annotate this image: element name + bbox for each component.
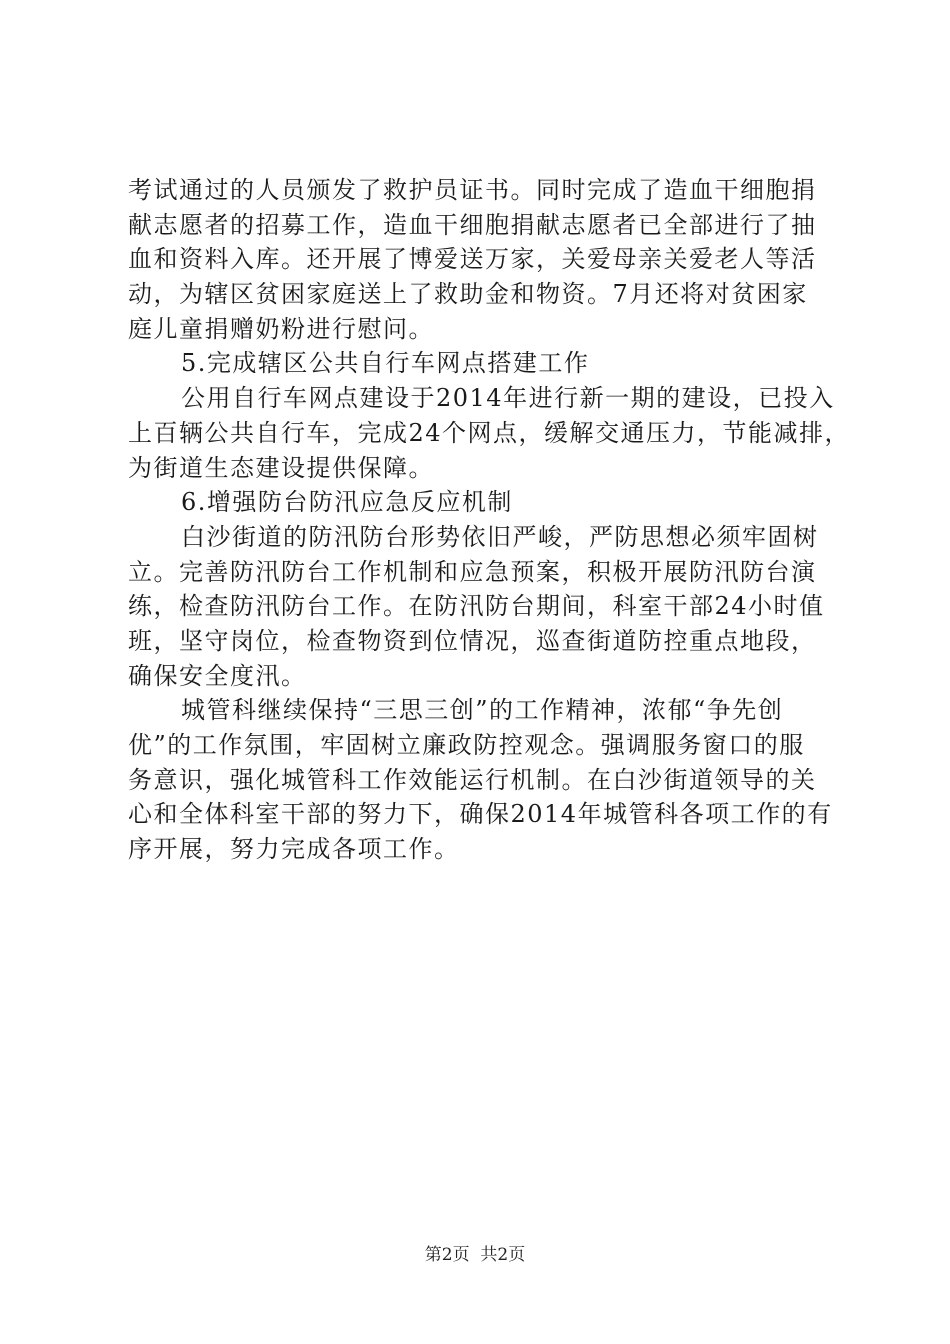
text-line: 献志愿者的招募工作，造血干细胞捐献志愿者已全部进行了抽 bbox=[128, 210, 817, 239]
page-total: 共2页 bbox=[480, 1245, 526, 1265]
text-line: 为街道生态建设提供保障。 bbox=[128, 453, 434, 482]
text-line: 白沙街道的防汛防台形势依旧严峻，严防思想必须牢固树 bbox=[181, 522, 819, 551]
text-line: 庭儿童捐赠奶粉进行慰问。 bbox=[128, 314, 434, 343]
text-line: 班，坚守岗位，检查物资到位情况，巡查街道防控重点地段， bbox=[128, 626, 817, 655]
text-line: 优”的工作氛围，牢固树立廉政防控观念。强调服务窗口的服 bbox=[128, 731, 805, 759]
section-heading-5: 5.完成辖区公共自行车网点搭建工作 bbox=[181, 349, 590, 378]
footer-spacer bbox=[470, 1245, 481, 1265]
text-line: 公用自行车网点建设于2014年进行新一期的建设，已投入 bbox=[181, 384, 835, 413]
page-footer bbox=[0, 1243, 950, 1267]
text-line: 动，为辖区贫困家庭送上了救助金和物资。7月还将对贫困家 bbox=[128, 280, 808, 309]
text-line: 序开展，努力完成各项工作。 bbox=[128, 835, 460, 864]
section-heading-6: 6.增强防台防汛应急反应机制 bbox=[181, 488, 513, 517]
document-body bbox=[128, 173, 851, 867]
text-line: 血和资料入库。还开展了博爱送万家，关爱母亲关爱老人等活 bbox=[128, 245, 817, 274]
text-line: 立。完善防汛防台工作机制和应急预案，积极开展防汛防台演 bbox=[128, 557, 817, 586]
page-number: 第2页 bbox=[424, 1245, 470, 1265]
text-line: 上百辆公共自行车，完成24个网点，缓解交通压力，节能减排， bbox=[128, 418, 851, 447]
text-line: 确保安全度汛。 bbox=[128, 661, 307, 690]
text-line: 城管科继续保持“三思三创”的工作精神，浓郁“争先创 bbox=[181, 696, 784, 725]
text-line: 心和全体科室干部的努力下，确保2014年城管科各项工作的有 bbox=[128, 800, 833, 829]
text-line: 务意识，强化城管科工作效能运行机制。在白沙街道领导的关 bbox=[128, 765, 817, 794]
text-line: 练，检查防汛防台工作。在防汛防台期间，科室干部24小时值 bbox=[128, 592, 825, 621]
text-line: 考试通过的人员颁发了救护员证书。同时完成了造血干细胞捐 bbox=[128, 176, 817, 204]
